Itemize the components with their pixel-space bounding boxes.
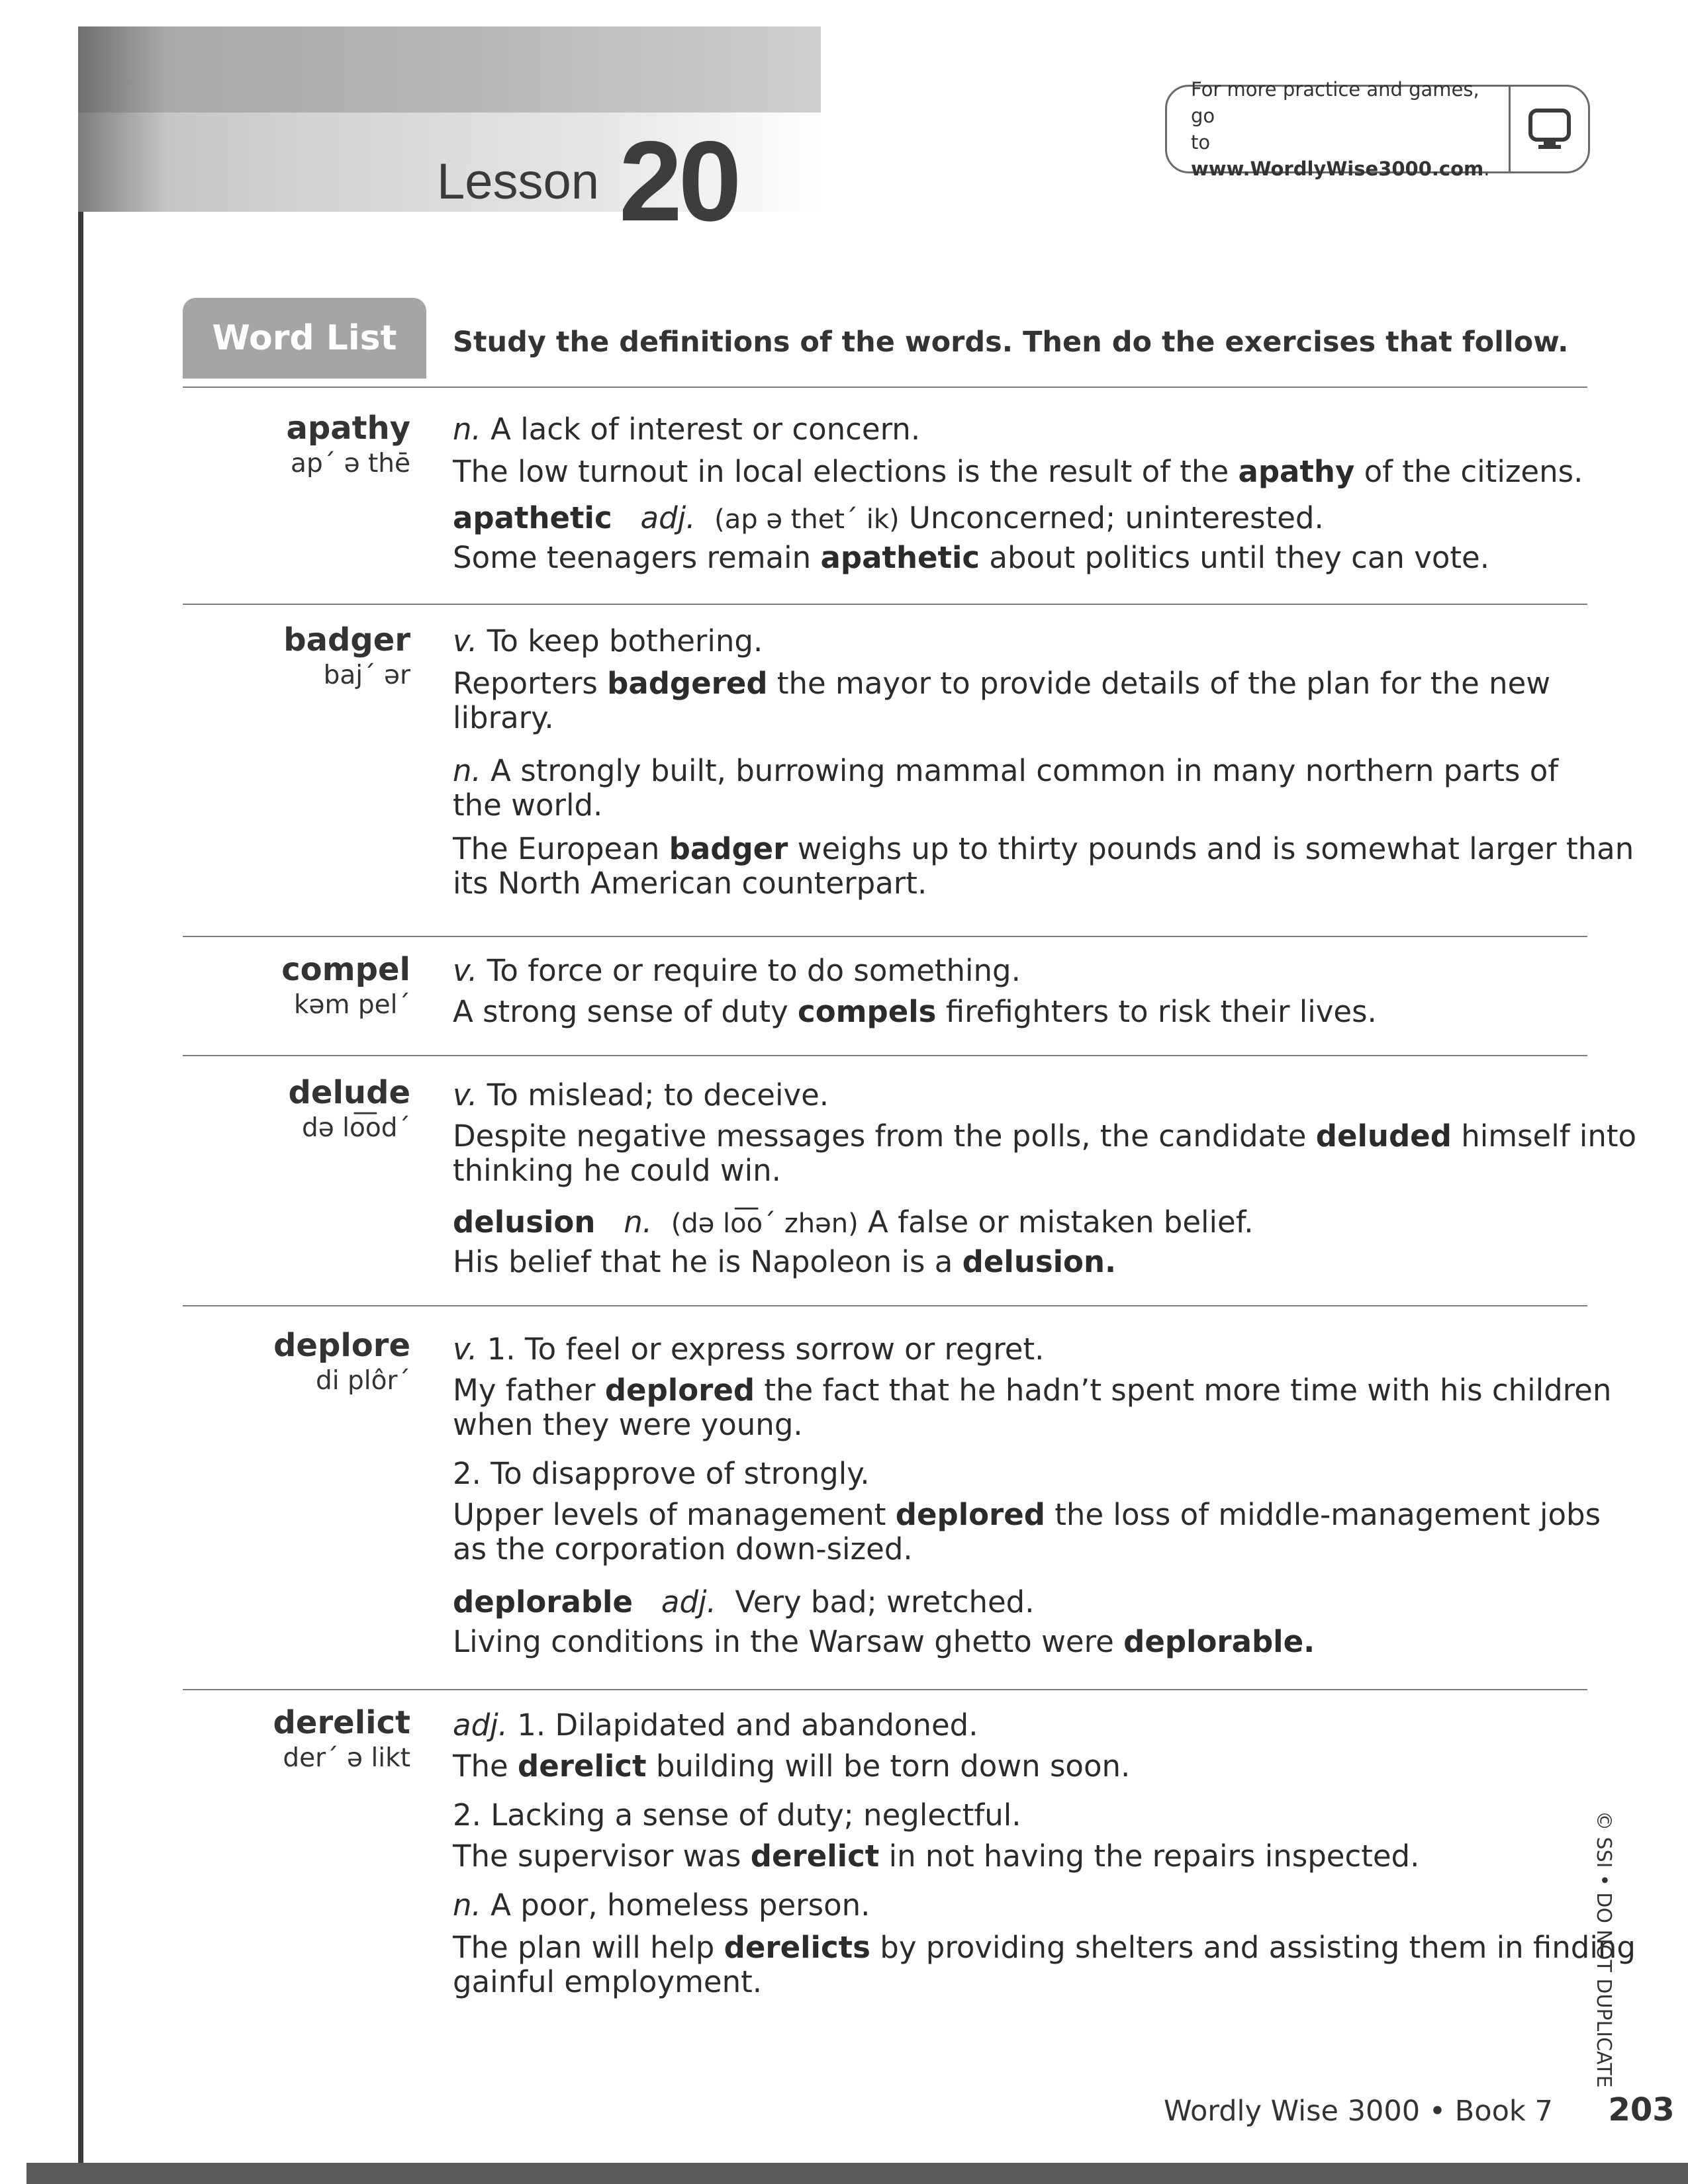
practice-url-link[interactable]: www.WordlyWise3000.com bbox=[1191, 158, 1484, 180]
rule-divider bbox=[183, 1055, 1587, 1056]
definition-line: v. To mislead; to deceive. bbox=[453, 1077, 829, 1113]
headword: badger bbox=[283, 621, 410, 659]
entry-compel-word bbox=[281, 950, 410, 1022]
page-left-border bbox=[78, 26, 83, 2171]
derived-form: apathetic adj. (ap ə thet´ ik) Unconcerned; uninterested. bbox=[453, 500, 1324, 535]
definition-line: v. To keep bothering. bbox=[453, 623, 763, 659]
example-sentence: The supervisor was derelict in not having the repairs inspected. bbox=[453, 1839, 1420, 1874]
pronunciation: kəm pel´ bbox=[293, 990, 410, 1020]
entry-apathy-word bbox=[286, 409, 410, 480]
rule-divider bbox=[183, 1305, 1587, 1306]
definition-line: 2. To disapprove of strongly. bbox=[453, 1456, 870, 1491]
example-sentence: My father deplored the fact that he hadn’t spent more time with his children bbox=[453, 1373, 1612, 1408]
page-bottom-edge bbox=[26, 2163, 1688, 2184]
instructions: Study the definitions of the words. Then do the exercises that follow. bbox=[453, 326, 1569, 359]
rule-divider bbox=[183, 387, 1587, 388]
example-sentence: Reporters badgered the mayor to provide details of the plan for the new bbox=[453, 666, 1551, 701]
example-sentence: Some teenagers remain apathetic about politics until they can vote. bbox=[453, 540, 1490, 575]
definition-line: 2. Lacking a sense of duty; neglectful. bbox=[453, 1797, 1021, 1833]
rule-divider bbox=[183, 1689, 1587, 1690]
rule-divider bbox=[183, 936, 1587, 937]
headword: delude bbox=[288, 1074, 410, 1111]
example-sentence: His belief that he is Napoleon is a delusion. bbox=[453, 1244, 1117, 1279]
rule-divider bbox=[183, 604, 1587, 605]
pronunciation: der´ ə likt bbox=[283, 1743, 410, 1773]
definition-line-cont: the world. bbox=[453, 788, 603, 823]
entry-delude-word bbox=[289, 1073, 410, 1145]
definition-line: v. 1. To feel or express sorrow or regret. bbox=[453, 1332, 1045, 1367]
pronunciation: də lo͞od´ bbox=[302, 1113, 410, 1143]
example-sentence: Living conditions in the Warsaw ghetto were deplorable. bbox=[453, 1624, 1315, 1659]
definition-line: n. A poor, homeless person. bbox=[453, 1888, 870, 1923]
derived-form: deplorable adj. Very bad; wretched. bbox=[453, 1584, 1035, 1619]
practice-text bbox=[1167, 76, 1509, 182]
example-sentence: The low turnout in local elections is the result of the apathy of the citizens. bbox=[453, 454, 1583, 489]
example-sentence-cont: its North American counterpart. bbox=[453, 866, 927, 901]
word-list-tab: Word List bbox=[183, 298, 426, 379]
practice-callout[interactable] bbox=[1165, 78, 1590, 180]
example-sentence-cont: as the corporation down-sized. bbox=[453, 1531, 913, 1567]
example-sentence: The European badger weighs up to thirty pounds and is somewhat larger than bbox=[453, 831, 1634, 866]
derived-form: delusion n. (də lo͞o´ zhən) A false or mistaken belief. bbox=[453, 1205, 1254, 1240]
entry-badger-word bbox=[283, 621, 410, 692]
definition-line: adj. 1. Dilapidated and abandoned. bbox=[453, 1707, 978, 1743]
example-sentence: Despite negative messages from the polls, the candidate deluded himself into bbox=[453, 1118, 1637, 1154]
entry-deplore-word bbox=[273, 1326, 410, 1398]
pronunciation: ap´ ə thē bbox=[291, 449, 410, 478]
definition-line: v. To force or require to do something. bbox=[453, 953, 1021, 988]
headword: apathy bbox=[286, 410, 410, 447]
practice-line-2: to www.WordlyWise3000.com. bbox=[1191, 131, 1490, 180]
definition-line: n. A strongly built, burrowing mammal common in many northern parts of bbox=[453, 753, 1559, 788]
monitor-icon bbox=[1511, 107, 1588, 152]
book-title: Wordly Wise 3000 • Book 7 bbox=[1164, 2095, 1553, 2128]
example-sentence: The derelict building will be torn down soon. bbox=[453, 1749, 1131, 1784]
example-sentence-cont: thinking he could win. bbox=[453, 1153, 781, 1188]
page-footer bbox=[1164, 2091, 1675, 2128]
example-sentence-cont: when they were young. bbox=[453, 1407, 803, 1442]
page-number: 203 bbox=[1608, 2091, 1675, 2128]
pronunciation: di plôr´ bbox=[316, 1366, 410, 1396]
practice-line-1: For more practice and games, go bbox=[1191, 78, 1479, 127]
example-sentence-cont: gainful employment. bbox=[453, 1964, 763, 1999]
entry-derelict-word bbox=[273, 1704, 410, 1775]
lesson-number: 20 bbox=[619, 118, 738, 245]
pronunciation: baj´ ər bbox=[323, 660, 410, 690]
example-sentence: Upper levels of management deplored the loss of middle-management jobs bbox=[453, 1497, 1601, 1532]
lesson-label: Lesson bbox=[437, 154, 600, 210]
headword: compel bbox=[281, 951, 410, 988]
definition-line: n. A lack of interest or concern. bbox=[453, 412, 921, 447]
copyright-notice: © SSI • DO NOT DUPLICATE bbox=[1592, 1811, 1615, 2088]
lesson-title bbox=[437, 93, 738, 245]
example-sentence-cont: library. bbox=[453, 700, 554, 735]
example-sentence: The plan will help derelicts by providing shelters and assisting them in finding bbox=[453, 1930, 1636, 1965]
headword: deplore bbox=[273, 1327, 410, 1364]
headword: derelict bbox=[273, 1704, 410, 1741]
example-sentence: A strong sense of duty compels firefighters to risk their lives. bbox=[453, 994, 1377, 1029]
